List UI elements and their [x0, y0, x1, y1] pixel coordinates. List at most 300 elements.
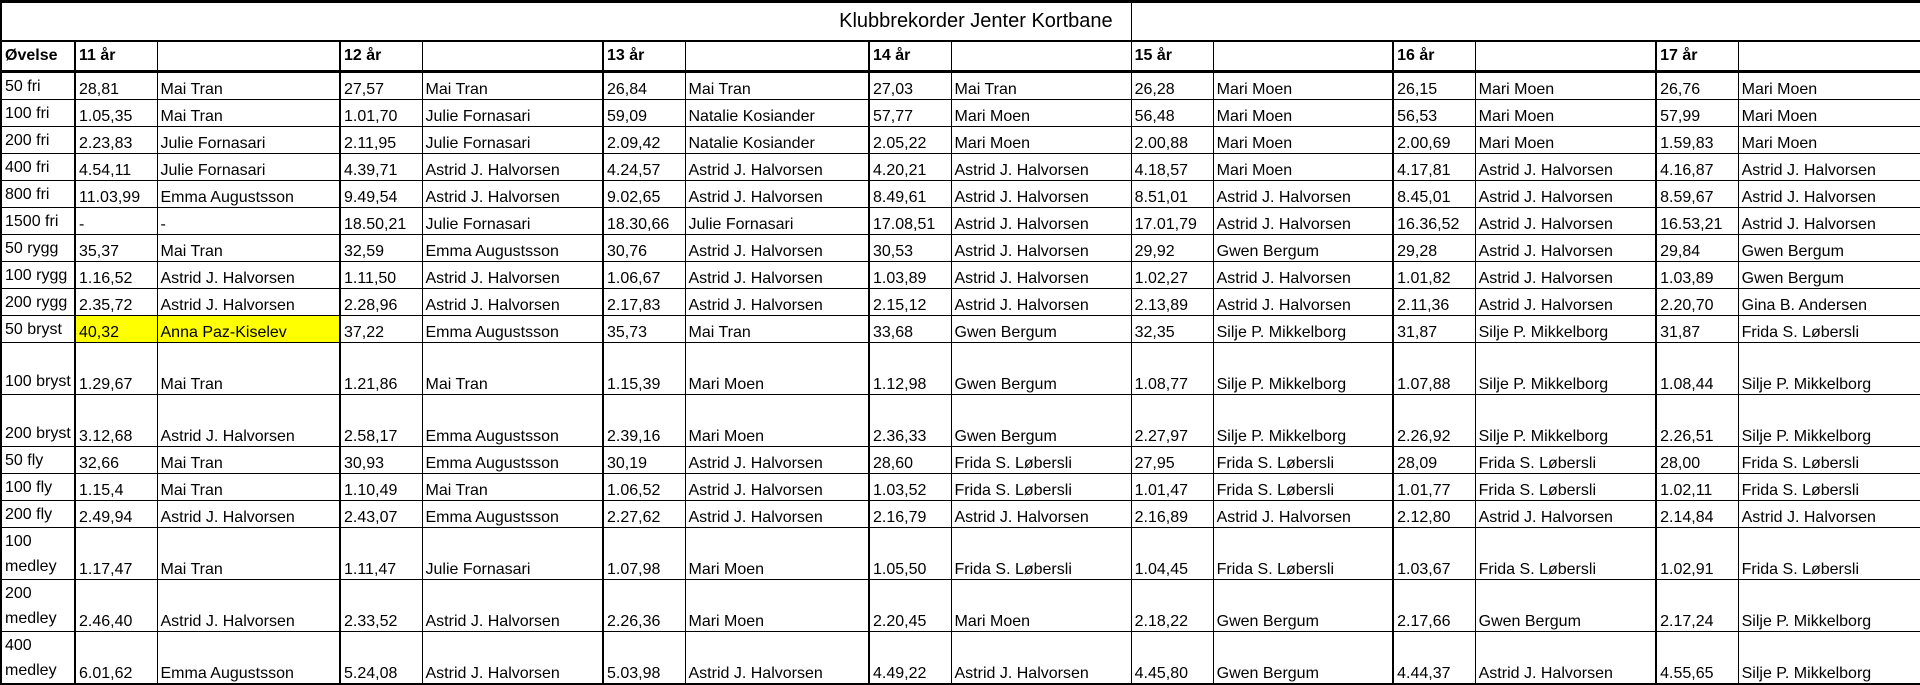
record-holder: Mari Moen	[1738, 127, 1920, 154]
record-holder: Mai Tran	[157, 343, 340, 395]
records-body	[1, 72, 1920, 685]
record-holder: Astrid J. Halvorsen	[1213, 289, 1393, 316]
record-time: 4.49,22	[869, 632, 951, 685]
record-time: 2.26,51	[1656, 395, 1738, 447]
record-holder: Astrid J. Halvorsen	[685, 474, 869, 501]
record-holder: Astrid J. Halvorsen	[422, 289, 603, 316]
record-holder: Astrid J. Halvorsen	[685, 501, 869, 528]
record-time: 1.01,47	[1131, 474, 1213, 501]
record-time: 1.07,98	[603, 528, 685, 580]
record-holder: Emma Augustsson	[422, 395, 603, 447]
record-time: 2.39,16	[603, 395, 685, 447]
record-holder: Gwen Bergum	[1738, 235, 1920, 262]
record-time: 2.00,69	[1393, 127, 1475, 154]
event-cell: 50 rygg	[1, 235, 75, 262]
record-holder: Silje P. Mikkelborg	[1213, 316, 1393, 343]
record-time: 4.20,21	[869, 154, 951, 181]
table-row	[1, 316, 1920, 343]
record-holder: Mari Moen	[951, 580, 1131, 632]
header-spacer	[685, 41, 869, 72]
record-time: 28,00	[1656, 447, 1738, 474]
record-holder: -	[157, 208, 340, 235]
record-time: 2.23,83	[75, 127, 157, 154]
record-holder: Astrid J. Halvorsen	[1213, 181, 1393, 208]
record-holder: Astrid J. Halvorsen	[1475, 181, 1656, 208]
record-time: 2.36,33	[869, 395, 951, 447]
header-event: Øvelse	[1, 41, 75, 72]
record-time: 4.39,71	[340, 154, 422, 181]
record-holder: Emma Augustsson	[422, 316, 603, 343]
table-row	[1, 528, 1920, 580]
record-holder: Julie Fornasari	[422, 208, 603, 235]
page-title: Klubbrekorder Jenter Kortbane	[1, 2, 1131, 42]
record-time: 31,87	[1656, 316, 1738, 343]
header-age-12: 12 år	[340, 41, 422, 72]
record-holder: Julie Fornasari	[422, 100, 603, 127]
record-time: 28,09	[1393, 447, 1475, 474]
header-spacer	[422, 41, 603, 72]
record-holder: Mari Moen	[1213, 127, 1393, 154]
record-holder: Astrid J. Halvorsen	[685, 154, 869, 181]
record-time: 40,32	[75, 316, 157, 343]
record-holder: Mari Moen	[685, 580, 869, 632]
record-holder: Silje P. Mikkelborg	[1738, 343, 1920, 395]
record-time: 1.02,91	[1656, 528, 1738, 580]
record-holder: Mari Moen	[1213, 72, 1393, 100]
header-spacer	[157, 41, 340, 72]
record-time: 1.01,82	[1393, 262, 1475, 289]
record-holder: Silje P. Mikkelborg	[1738, 395, 1920, 447]
record-holder: Mai Tran	[951, 72, 1131, 100]
event-cell: 50 fri	[1, 72, 75, 100]
record-holder: Mai Tran	[157, 235, 340, 262]
header-spacer	[1738, 41, 1920, 72]
record-time: 2.27,62	[603, 501, 685, 528]
record-holder: Gwen Bergum	[1738, 262, 1920, 289]
record-holder: Mari Moen	[685, 528, 869, 580]
record-time: 8.59,67	[1656, 181, 1738, 208]
record-holder: Julie Fornasari	[157, 127, 340, 154]
record-time: 9.02,65	[603, 181, 685, 208]
record-holder: Astrid J. Halvorsen	[157, 262, 340, 289]
record-time: 4.16,87	[1656, 154, 1738, 181]
record-time: 3.12,68	[75, 395, 157, 447]
record-time: 2.14,84	[1656, 501, 1738, 528]
record-time: 1.08,44	[1656, 343, 1738, 395]
record-holder: Emma Augustsson	[422, 501, 603, 528]
record-time: 26,28	[1131, 72, 1213, 100]
record-time: 1.06,67	[603, 262, 685, 289]
record-holder: Silje P. Mikkelborg	[1475, 343, 1656, 395]
event-cell: 200 bryst	[1, 395, 75, 447]
record-holder: Silje P. Mikkelborg	[1475, 316, 1656, 343]
record-holder: Astrid J. Halvorsen	[951, 235, 1131, 262]
record-time: 27,03	[869, 72, 951, 100]
record-time: 29,84	[1656, 235, 1738, 262]
record-holder: Frida S. Løbersli	[951, 447, 1131, 474]
record-holder: Julie Fornasari	[157, 154, 340, 181]
record-holder: Mari Moen	[1738, 72, 1920, 100]
record-holder: Julie Fornasari	[422, 528, 603, 580]
table-row	[1, 100, 1920, 127]
record-time: 18.30,66	[603, 208, 685, 235]
event-cell: 50 bryst	[1, 316, 75, 343]
record-holder: Frida S. Løbersli	[1213, 474, 1393, 501]
record-time: 4.45,80	[1131, 632, 1213, 685]
table-row	[1, 127, 1920, 154]
record-holder: Silje P. Mikkelborg	[1213, 395, 1393, 447]
record-holder: Astrid J. Halvorsen	[1475, 262, 1656, 289]
header-age-13: 13 år	[603, 41, 685, 72]
event-cell: 200 medley	[1, 580, 75, 632]
record-time: 1.15,39	[603, 343, 685, 395]
record-time: 6.01,62	[75, 632, 157, 685]
record-time: 26,84	[603, 72, 685, 100]
event-cell: 100 medley	[1, 528, 75, 580]
record-time: 1.03,52	[869, 474, 951, 501]
record-holder: Silje P. Mikkelborg	[1738, 580, 1920, 632]
record-time: 2.20,70	[1656, 289, 1738, 316]
record-holder: Natalie Kosiander	[685, 100, 869, 127]
record-time: 2.15,12	[869, 289, 951, 316]
record-holder: Astrid J. Halvorsen	[422, 154, 603, 181]
record-time: 5.24,08	[340, 632, 422, 685]
record-holder: Astrid J. Halvorsen	[1213, 501, 1393, 528]
table-row	[1, 289, 1920, 316]
record-time: 2.12,80	[1393, 501, 1475, 528]
record-holder: Frida S. Løbersli	[1738, 528, 1920, 580]
record-time: 2.11,95	[340, 127, 422, 154]
record-time: 1.06,52	[603, 474, 685, 501]
record-holder: Astrid J. Halvorsen	[685, 262, 869, 289]
record-time: 1.07,88	[1393, 343, 1475, 395]
record-holder: Astrid J. Halvorsen	[1738, 181, 1920, 208]
record-time: 4.18,57	[1131, 154, 1213, 181]
record-holder: Frida S. Løbersli	[1213, 447, 1393, 474]
record-holder: Silje P. Mikkelborg	[1738, 632, 1920, 685]
record-time: 2.13,89	[1131, 289, 1213, 316]
record-time: 1.10,49	[340, 474, 422, 501]
table-row	[1, 208, 1920, 235]
record-holder: Astrid J. Halvorsen	[1738, 501, 1920, 528]
record-holder: Astrid J. Halvorsen	[685, 181, 869, 208]
record-holder: Mari Moen	[1213, 154, 1393, 181]
record-holder: Astrid J. Halvorsen	[1475, 632, 1656, 685]
header-spacer	[1213, 41, 1393, 72]
record-time: 2.17,83	[603, 289, 685, 316]
record-time: 1.04,45	[1131, 528, 1213, 580]
record-time: 1.12,98	[869, 343, 951, 395]
record-time: 2.17,66	[1393, 580, 1475, 632]
table-row	[1, 395, 1920, 447]
record-holder: Gwen Bergum	[1475, 580, 1656, 632]
record-holder: Frida S. Løbersli	[1475, 447, 1656, 474]
record-holder: Julie Fornasari	[422, 127, 603, 154]
record-time: 2.43,07	[340, 501, 422, 528]
record-holder: Astrid J. Halvorsen	[422, 632, 603, 685]
record-holder: Astrid J. Halvorsen	[685, 447, 869, 474]
table-row	[1, 154, 1920, 181]
record-time: 4.24,57	[603, 154, 685, 181]
record-time: 1.11,47	[340, 528, 422, 580]
table-row	[1, 501, 1920, 528]
record-holder: Astrid J. Halvorsen	[951, 262, 1131, 289]
record-holder: Emma Augustsson	[422, 447, 603, 474]
record-holder: Astrid J. Halvorsen	[951, 289, 1131, 316]
record-holder: Astrid J. Halvorsen	[1475, 501, 1656, 528]
record-time: 27,95	[1131, 447, 1213, 474]
record-time: 31,87	[1393, 316, 1475, 343]
record-holder: Frida S. Løbersli	[1213, 528, 1393, 580]
title-row	[1, 2, 1920, 42]
record-time: 2.20,45	[869, 580, 951, 632]
record-holder: Emma Augustsson	[157, 181, 340, 208]
record-time: 30,19	[603, 447, 685, 474]
record-holder: Mari Moen	[1213, 100, 1393, 127]
record-time: 26,76	[1656, 72, 1738, 100]
table-row	[1, 72, 1920, 100]
table-row	[1, 235, 1920, 262]
record-time: 1.11,50	[340, 262, 422, 289]
record-time: 56,53	[1393, 100, 1475, 127]
event-cell: 400 fri	[1, 154, 75, 181]
record-time: 57,77	[869, 100, 951, 127]
record-holder: Astrid J. Halvorsen	[157, 289, 340, 316]
record-time: 18.50,21	[340, 208, 422, 235]
table-row	[1, 262, 1920, 289]
record-time: 8.45,01	[1393, 181, 1475, 208]
record-holder: Mari Moen	[685, 395, 869, 447]
table-row	[1, 632, 1920, 685]
header-age-14: 14 år	[869, 41, 951, 72]
record-holder: Anna Paz-Kiselev	[157, 316, 340, 343]
record-holder: Mari Moen	[685, 343, 869, 395]
record-holder: Astrid J. Halvorsen	[1475, 208, 1656, 235]
record-holder: Mai Tran	[157, 528, 340, 580]
record-time: 8.51,01	[1131, 181, 1213, 208]
record-time: 1.59,83	[1656, 127, 1738, 154]
record-time: 1.08,77	[1131, 343, 1213, 395]
record-time: 2.49,94	[75, 501, 157, 528]
record-holder: Astrid J. Halvorsen	[1475, 154, 1656, 181]
record-time: 17.08,51	[869, 208, 951, 235]
record-time: 30,53	[869, 235, 951, 262]
record-time: 30,76	[603, 235, 685, 262]
record-holder: Mari Moen	[1738, 100, 1920, 127]
table-row	[1, 343, 1920, 395]
record-holder: Frida S. Løbersli	[951, 474, 1131, 501]
record-holder: Mai Tran	[157, 100, 340, 127]
record-time: 16.53,21	[1656, 208, 1738, 235]
record-holder: Astrid J. Halvorsen	[951, 181, 1131, 208]
record-time: 2.28,96	[340, 289, 422, 316]
record-holder: Frida S. Løbersli	[1475, 528, 1656, 580]
record-time: 2.00,88	[1131, 127, 1213, 154]
record-time: 2.33,52	[340, 580, 422, 632]
record-time: 1.05,50	[869, 528, 951, 580]
record-holder: Mai Tran	[422, 343, 603, 395]
table-row	[1, 181, 1920, 208]
table-row	[1, 447, 1920, 474]
record-holder: Astrid J. Halvorsen	[951, 501, 1131, 528]
record-time: 17.01,79	[1131, 208, 1213, 235]
record-holder: Emma Augustsson	[422, 235, 603, 262]
record-holder: Frida S. Løbersli	[951, 528, 1131, 580]
event-cell: 200 fri	[1, 127, 75, 154]
record-time: 1.16,52	[75, 262, 157, 289]
table-row	[1, 580, 1920, 632]
record-holder: Astrid J. Halvorsen	[1738, 208, 1920, 235]
record-holder: Gina B. Andersen	[1738, 289, 1920, 316]
record-time: 1.03,89	[869, 262, 951, 289]
record-holder: Astrid J. Halvorsen	[422, 262, 603, 289]
event-cell: 100 fri	[1, 100, 75, 127]
record-time: 1.29,67	[75, 343, 157, 395]
record-holder: Mari Moen	[951, 100, 1131, 127]
record-holder: Silje P. Mikkelborg	[1475, 395, 1656, 447]
event-cell: 200 fly	[1, 501, 75, 528]
record-time: 2.18,22	[1131, 580, 1213, 632]
record-holder: Astrid J. Halvorsen	[157, 580, 340, 632]
record-time: 4.55,65	[1656, 632, 1738, 685]
record-time: 4.54,11	[75, 154, 157, 181]
record-time: 56,48	[1131, 100, 1213, 127]
record-time: 59,09	[603, 100, 685, 127]
event-cell: 1500 fri	[1, 208, 75, 235]
record-holder: Mai Tran	[157, 474, 340, 501]
record-holder: Astrid J. Halvorsen	[951, 208, 1131, 235]
record-holder: Astrid J. Halvorsen	[951, 154, 1131, 181]
record-holder: Mari Moen	[951, 127, 1131, 154]
record-time: 2.16,89	[1131, 501, 1213, 528]
record-time: 9.49,54	[340, 181, 422, 208]
record-holder: Astrid J. Halvorsen	[685, 632, 869, 685]
record-time: -	[75, 208, 157, 235]
record-time: 2.58,17	[340, 395, 422, 447]
record-time: 26,15	[1393, 72, 1475, 100]
record-time: 2.11,36	[1393, 289, 1475, 316]
table-row	[1, 474, 1920, 501]
record-time: 1.02,11	[1656, 474, 1738, 501]
record-holder: Mari Moen	[1475, 127, 1656, 154]
header-spacer	[1475, 41, 1656, 72]
record-time: 27,57	[340, 72, 422, 100]
record-holder: Astrid J. Halvorsen	[1213, 208, 1393, 235]
record-holder: Mai Tran	[422, 72, 603, 100]
record-time: 4.17,81	[1393, 154, 1475, 181]
record-time: 1.21,86	[340, 343, 422, 395]
record-holder: Astrid J. Halvorsen	[1475, 235, 1656, 262]
record-time: 32,35	[1131, 316, 1213, 343]
event-cell: 400 medley	[1, 632, 75, 685]
record-holder: Gwen Bergum	[951, 316, 1131, 343]
record-holder: Mai Tran	[157, 447, 340, 474]
title-spacer	[1131, 2, 1920, 42]
record-time: 2.09,42	[603, 127, 685, 154]
record-time: 5.03,98	[603, 632, 685, 685]
header-age-15: 15 år	[1131, 41, 1213, 72]
record-time: 30,93	[340, 447, 422, 474]
header-age-11: 11 år	[75, 41, 157, 72]
record-holder: Astrid J. Halvorsen	[157, 501, 340, 528]
record-time: 35,73	[603, 316, 685, 343]
record-time: 11.03,99	[75, 181, 157, 208]
record-time: 2.26,92	[1393, 395, 1475, 447]
record-holder: Natalie Kosiander	[685, 127, 869, 154]
record-holder: Astrid J. Halvorsen	[685, 289, 869, 316]
record-holder: Julie Fornasari	[685, 208, 869, 235]
record-time: 2.05,22	[869, 127, 951, 154]
record-holder: Gwen Bergum	[951, 395, 1131, 447]
record-time: 2.16,79	[869, 501, 951, 528]
record-time: 16.36,52	[1393, 208, 1475, 235]
record-holder: Mai Tran	[685, 316, 869, 343]
record-time: 2.27,97	[1131, 395, 1213, 447]
header-age-16: 16 år	[1393, 41, 1475, 72]
record-holder: Astrid J. Halvorsen	[685, 235, 869, 262]
record-holder: Gwen Bergum	[1213, 580, 1393, 632]
record-time: 32,59	[340, 235, 422, 262]
record-time: 1.03,67	[1393, 528, 1475, 580]
record-time: 1.17,47	[75, 528, 157, 580]
record-time: 1.02,27	[1131, 262, 1213, 289]
record-holder: Astrid J. Halvorsen	[1213, 262, 1393, 289]
record-time: 29,92	[1131, 235, 1213, 262]
record-time: 1.15,4	[75, 474, 157, 501]
record-holder: Astrid J. Halvorsen	[1475, 289, 1656, 316]
record-time: 28,81	[75, 72, 157, 100]
record-time: 1.05,35	[75, 100, 157, 127]
record-holder: Astrid J. Halvorsen	[422, 181, 603, 208]
record-time: 2.46,40	[75, 580, 157, 632]
record-holder: Mari Moen	[1475, 100, 1656, 127]
record-holder: Mai Tran	[157, 72, 340, 100]
record-holder: Frida S. Løbersli	[1738, 316, 1920, 343]
record-holder: Gwen Bergum	[1213, 235, 1393, 262]
record-holder: Frida S. Løbersli	[1738, 447, 1920, 474]
record-time: 8.49,61	[869, 181, 951, 208]
record-time: 2.17,24	[1656, 580, 1738, 632]
record-time: 1.03,89	[1656, 262, 1738, 289]
event-cell: 200 rygg	[1, 289, 75, 316]
record-time: 33,68	[869, 316, 951, 343]
record-holder: Mari Moen	[1475, 72, 1656, 100]
record-holder: Gwen Bergum	[951, 343, 1131, 395]
event-cell: 800 fri	[1, 181, 75, 208]
event-cell: 50 fly	[1, 447, 75, 474]
header-age-17: 17 år	[1656, 41, 1738, 72]
record-holder: Frida S. Løbersli	[1738, 474, 1920, 501]
event-cell: 100 bryst	[1, 343, 75, 395]
record-time: 35,37	[75, 235, 157, 262]
record-holder: Astrid J. Halvorsen	[157, 395, 340, 447]
record-time: 32,66	[75, 447, 157, 474]
record-holder: Frida S. Løbersli	[1475, 474, 1656, 501]
record-time: 37,22	[340, 316, 422, 343]
record-time: 28,60	[869, 447, 951, 474]
record-holder: Silje P. Mikkelborg	[1213, 343, 1393, 395]
record-holder: Mai Tran	[685, 72, 869, 100]
record-holder: Astrid J. Halvorsen	[951, 632, 1131, 685]
header-spacer	[951, 41, 1131, 72]
record-time: 2.35,72	[75, 289, 157, 316]
event-cell: 100 rygg	[1, 262, 75, 289]
record-holder: Gwen Bergum	[1213, 632, 1393, 685]
record-holder: Astrid J. Halvorsen	[1738, 154, 1920, 181]
record-time: 1.01,77	[1393, 474, 1475, 501]
record-holder: Mai Tran	[422, 474, 603, 501]
record-holder: Astrid J. Halvorsen	[422, 580, 603, 632]
